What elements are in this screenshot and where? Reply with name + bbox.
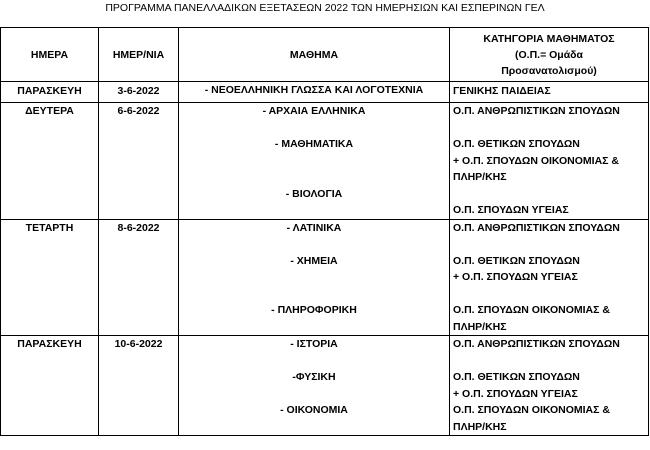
subject-line: - ΛΑΤΙΝΙΚΑ bbox=[286, 221, 342, 234]
subject-line: - ΜΑΘΗΜΑΤΙΚΑ bbox=[274, 138, 354, 150]
table-body bbox=[1, 82, 649, 436]
subject-line: - ΑΡΧΑΙΑ ΕΛΛΗΝΙΚΑ bbox=[262, 105, 366, 117]
day-cell bbox=[1, 219, 99, 336]
category-cell bbox=[450, 82, 649, 103]
subject-line: - ΧΗΜΕΙΑ bbox=[290, 254, 338, 267]
category-line: ΠΛΗΡ/ΚΗΣ bbox=[453, 171, 507, 183]
subject-line: - ΙΣΤΟΡΙΑ bbox=[290, 338, 338, 350]
category-line: Ο.Π. ΘΕΤΙΚΩΝ ΣΠΟΥΔΩΝ bbox=[453, 138, 580, 150]
category-cell bbox=[450, 336, 649, 436]
category-line: Ο.Π. ΑΝΘΡΩΠΙΣΤΙΚΩΝ ΣΠΟΥΔΩΝ bbox=[453, 105, 620, 117]
date-cell-text: 10-6-2022 bbox=[114, 338, 163, 350]
subject-line bbox=[182, 153, 446, 170]
day-cell-text: ΠΑΡΑΣΚΕΥΗ bbox=[17, 85, 82, 97]
table-row bbox=[1, 336, 649, 436]
category-line: Ο.Π. ΣΠΟΥΔΩΝ ΥΓΕΙΑΣ bbox=[453, 204, 569, 216]
subject-line bbox=[182, 353, 446, 370]
category-cell bbox=[450, 219, 649, 336]
subject-line bbox=[182, 419, 446, 436]
subject-line: - ΝΕΟΕΛΛΗΝΙΚΗ ΓΛΩΣΣΑ ΚΑΙ ΛΟΓΟΤΕΧΝΙΑ bbox=[204, 84, 424, 96]
day-cell-text: ΠΑΡΑΣΚΕΥΗ bbox=[17, 338, 82, 350]
category-cell bbox=[450, 103, 649, 220]
subject-line: - ΒΙΟΛΟΓΙΑ bbox=[285, 187, 343, 200]
category-line: ΠΛΗΡ/ΚΗΣ bbox=[453, 320, 507, 333]
date-cell-text: 8-6-2022 bbox=[117, 221, 160, 234]
category-line bbox=[453, 186, 645, 203]
category-line: Ο.Π. ΘΕΤΙΚΩΝ ΣΠΟΥΔΩΝ bbox=[453, 371, 580, 383]
category-line: + Ο.Π. ΣΠΟΥΔΩΝ ΥΓΕΙΑΣ bbox=[453, 387, 578, 400]
subject-cell bbox=[179, 219, 450, 336]
table-row bbox=[1, 219, 649, 336]
document-title: ΠΡΟΓΡΑΜΜΑ ΠΑΝΕΛΛΑΔΙΚΩΝ ΕΞΕΤΑΣΕΩΝ 2022 ΤΩΝ ΗΜΕΡΗΣΙΩΝ ΚΑΙ ΕΣΠΕΡΙΝΩΝ ΓΕΛ bbox=[105, 2, 545, 14]
subject-line bbox=[182, 386, 446, 403]
day-cell bbox=[1, 82, 99, 103]
category-line: Ο.Π. ΣΠΟΥΔΩΝ ΟΙΚΟΝΟΜΙΑΣ & bbox=[453, 404, 610, 416]
date-cell bbox=[99, 82, 179, 103]
subject-line bbox=[182, 120, 446, 137]
day-cell bbox=[1, 336, 99, 436]
table-row bbox=[1, 103, 649, 220]
subject-line: - ΠΛΗΡΟΦΟΡΙΚΗ bbox=[271, 304, 357, 316]
category-line: ΠΛΗΡ/ΚΗΣ bbox=[453, 420, 507, 433]
date-cell-text: 3-6-2022 bbox=[117, 85, 160, 97]
category-line bbox=[453, 286, 645, 303]
exam-schedule-table bbox=[0, 27, 649, 436]
category-line: + Ο.Π. ΣΠΟΥΔΩΝ ΟΙΚΟΝΟΜΙΑΣ & bbox=[453, 154, 619, 167]
table-header-row bbox=[1, 28, 649, 82]
date-cell bbox=[99, 103, 179, 220]
category-line: + Ο.Π. ΣΠΟΥΔΩΝ ΥΓΕΙΑΣ bbox=[453, 271, 578, 283]
subject-line bbox=[182, 202, 446, 219]
category-line: Ο.Π. ΘΕΤΙΚΩΝ ΣΠΟΥΔΩΝ bbox=[453, 254, 580, 267]
category-line: Ο.Π. ΣΠΟΥΔΩΝ ΟΙΚΟΝΟΜΙΑΣ & bbox=[453, 304, 610, 316]
date-cell-text: 6-6-2022 bbox=[117, 105, 160, 117]
header-category-line: Προσανατολισμού) bbox=[501, 64, 597, 77]
category-line bbox=[453, 120, 645, 137]
subject-line bbox=[182, 269, 446, 286]
header-subject: ΜΑΘΗΜΑ bbox=[179, 28, 450, 82]
category-line: Ο.Π. ΑΝΘΡΩΠΙΣΤΙΚΩΝ ΣΠΟΥΔΩΝ bbox=[453, 221, 620, 234]
subject-cell bbox=[179, 336, 450, 436]
table-row bbox=[1, 82, 649, 103]
category-line bbox=[453, 353, 645, 370]
header-date: ΗΜΕΡ/ΝΙΑ bbox=[99, 28, 179, 82]
day-cell-text: ΔΕΥΤΕΡΑ bbox=[25, 105, 74, 117]
category-line: ΓΕΝΙΚΗΣ ΠΑΙΔΕΙΑΣ bbox=[453, 85, 551, 97]
subject-line: - ΟΙΚΟΝΟΜΙΑ bbox=[280, 404, 348, 416]
subject-line bbox=[182, 169, 446, 186]
header-category-line: (Ο.Π.= Ομάδα bbox=[515, 48, 583, 61]
day-cell-text: ΤΕΤΑΡΤΗ bbox=[25, 221, 74, 234]
subject-line: -ΦΥΣΙΚΗ bbox=[292, 371, 336, 383]
subject-cell bbox=[179, 103, 450, 220]
day-cell bbox=[1, 103, 99, 220]
date-cell bbox=[99, 336, 179, 436]
header-day: ΗΜΕΡΑ bbox=[1, 28, 99, 82]
subject-line bbox=[182, 319, 446, 336]
subject-line bbox=[182, 286, 446, 303]
subject-line bbox=[182, 236, 446, 253]
subject-cell bbox=[179, 82, 450, 103]
category-line bbox=[453, 236, 645, 253]
header-category-line: ΚΑΤΗΓΟΡΙΑ ΜΑΘΗΜΑΤΟΣ bbox=[483, 32, 615, 45]
date-cell bbox=[99, 219, 179, 336]
category-line: Ο.Π. ΑΝΘΡΩΠΙΣΤΙΚΩΝ ΣΠΟΥΔΩΝ bbox=[453, 338, 620, 350]
header-category bbox=[450, 28, 649, 82]
